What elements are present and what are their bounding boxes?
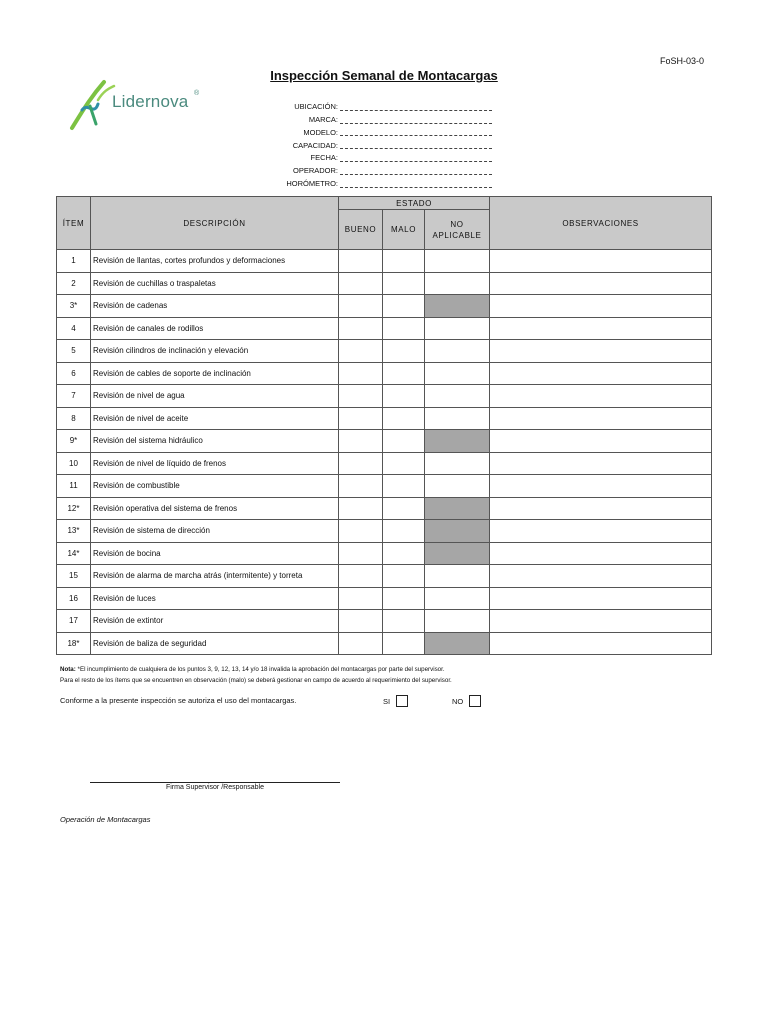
field-input-line[interactable] [340,166,492,175]
cell-no-aplicable[interactable] [425,407,490,430]
cell-observaciones[interactable] [490,272,712,295]
cell-no-aplicable[interactable] [425,497,490,520]
item-number: 4 [57,317,91,340]
field-label: MARCA: [308,115,338,125]
page-title: Inspección Semanal de Montacargas [270,68,498,83]
header-no-aplicable: NO APLICABLE [425,210,490,250]
cell-bueno[interactable] [339,362,383,385]
field-input-line[interactable] [340,115,492,124]
authorization-no [452,695,481,707]
cell-malo[interactable] [383,272,425,295]
item-number: 11 [57,475,91,498]
cell-bueno[interactable] [339,407,383,430]
cell-malo[interactable] [383,340,425,363]
cell-observaciones[interactable] [490,565,712,588]
cell-observaciones[interactable] [490,317,712,340]
cell-malo[interactable] [383,475,425,498]
table-row [57,317,712,340]
cell-no-aplicable[interactable] [425,250,490,273]
cell-no-aplicable[interactable] [425,317,490,340]
cell-malo[interactable] [383,407,425,430]
cell-observaciones[interactable] [490,340,712,363]
cell-no-aplicable[interactable] [425,542,490,565]
inspection-table [56,196,712,655]
cell-malo[interactable] [383,497,425,520]
cell-bueno[interactable] [339,520,383,543]
cell-bueno[interactable] [339,272,383,295]
table-row [57,272,712,295]
cell-no-aplicable[interactable] [425,610,490,633]
header-bueno: BUENO [339,210,383,250]
item-description: Revisión de nivel de agua [91,385,339,408]
table-row [57,430,712,453]
table-row [57,362,712,385]
cell-observaciones[interactable] [490,407,712,430]
cell-no-aplicable[interactable] [425,632,490,655]
cell-no-aplicable[interactable] [425,340,490,363]
cell-malo[interactable] [383,542,425,565]
logo-registered-mark: ® [194,90,200,97]
field-input-line[interactable] [340,140,492,149]
item-number: 2 [57,272,91,295]
field-capacidad [230,136,492,149]
cell-no-aplicable[interactable] [425,475,490,498]
item-number: 3* [57,295,91,318]
item-number: 16 [57,587,91,610]
header-estado: ESTADO [339,197,490,210]
table-row [57,632,712,655]
table-row [57,587,712,610]
table-row [57,565,712,588]
field-label: OPERADOR: [292,166,338,176]
header-descripcion: DESCRIPCIÓN [91,197,339,250]
item-description: Revisión operativa del sistema de frenos [91,497,339,520]
signature-label: Firma Supervisor /Responsable [165,784,265,791]
cell-observaciones[interactable] [490,542,712,565]
field-input-line[interactable] [340,179,492,188]
table-row [57,407,712,430]
item-number: 12* [57,497,91,520]
cell-malo[interactable] [383,632,425,655]
table-row [57,385,712,408]
item-number: 15 [57,565,91,588]
cell-malo[interactable] [383,295,425,318]
authorization-text: Conforme a la presente inspección se autoriza el uso del montacargas. [60,696,297,705]
cell-no-aplicable[interactable] [425,430,490,453]
item-description: Revisión de luces [91,587,339,610]
item-number: 9* [57,430,91,453]
cell-malo[interactable] [383,250,425,273]
item-description: Revisión del sistema hidráulico [91,430,339,453]
cell-no-aplicable[interactable] [425,272,490,295]
cell-bueno[interactable] [339,452,383,475]
logo-figure-icon [68,76,118,132]
cell-no-aplicable[interactable] [425,520,490,543]
field-label: UBICACIÓN: [294,102,338,112]
cell-no-aplicable[interactable] [425,452,490,475]
cell-malo[interactable] [383,317,425,340]
table-row [57,250,712,273]
table-row [57,520,712,543]
item-description: Revisión de canales de rodillos [91,317,339,340]
cell-bueno[interactable] [339,317,383,340]
cell-observaciones[interactable] [490,295,712,318]
no-label: NO [452,696,464,706]
item-number: 1 [57,250,91,273]
item-description: Revisión de alarma de marcha atrás (intermitente) y torreta [91,565,339,588]
cell-observaciones[interactable] [490,362,712,385]
note-label: Nota: [60,666,76,673]
field-ubicacion [230,98,492,111]
table-row [57,295,712,318]
cell-malo[interactable] [383,520,425,543]
cell-observaciones[interactable] [490,497,712,520]
table-row [57,452,712,475]
signature-line[interactable] [90,782,340,783]
cell-malo[interactable] [383,362,425,385]
cell-observaciones[interactable] [490,430,712,453]
form-code: FoSH-03-0 [660,56,705,66]
field-label: CAPACIDAD: [292,140,338,150]
cell-bueno[interactable] [339,295,383,318]
field-horometro [230,175,492,188]
cell-no-aplicable[interactable] [425,362,490,385]
item-number: 5 [57,340,91,363]
item-number: 6 [57,362,91,385]
item-number: 17 [57,610,91,633]
item-description: Revisión de cables de soporte de inclinación [91,362,339,385]
company-logo [68,76,204,132]
cell-observaciones[interactable] [490,610,712,633]
cell-observaciones[interactable] [490,250,712,273]
cell-malo[interactable] [383,565,425,588]
cell-observaciones[interactable] [490,475,712,498]
table-row [57,475,712,498]
item-description: Revisión de baliza de seguridad [91,632,339,655]
field-label: HORÓMETRO: [286,179,338,189]
cell-bueno[interactable] [339,542,383,565]
cell-bueno[interactable] [339,430,383,453]
header-malo: MALO [383,210,425,250]
cell-malo[interactable] [383,610,425,633]
item-description: Revisión cilindros de inclinación y elevación [91,340,339,363]
item-number: 18* [57,632,91,655]
field-input-line[interactable] [340,153,492,162]
header-item: ÍTEM [57,197,91,250]
cell-bueno[interactable] [339,475,383,498]
field-label: MODELO: [303,127,338,137]
field-modelo [230,124,492,137]
field-label: FECHA: [310,153,338,163]
note-line-2: Para el resto de los ítems que se encuentren en observación (malo) se deberá gestionar en campo de acuerdo al requerimiento del supervisor. [60,677,452,684]
cell-observaciones[interactable] [490,452,712,475]
cell-no-aplicable[interactable] [425,587,490,610]
item-number: 7 [57,385,91,408]
authorization-yes [383,695,408,707]
note-text [60,664,720,686]
field-input-line[interactable] [340,102,492,111]
item-number: 10 [57,452,91,475]
cell-bueno[interactable] [339,587,383,610]
cell-bueno[interactable] [339,385,383,408]
cell-bueno[interactable] [339,565,383,588]
item-description: Revisión de nivel de aceite [91,407,339,430]
footer-text: Operación de Montacargas [60,815,151,824]
item-description: Revisión de sistema de dirección [91,520,339,543]
cell-malo[interactable] [383,385,425,408]
cell-observaciones[interactable] [490,520,712,543]
cell-no-aplicable[interactable] [425,565,490,588]
item-description: Revisión de combustible [91,475,339,498]
table-row [57,542,712,565]
yes-checkbox[interactable] [396,695,408,707]
field-marca [230,111,492,124]
yes-label: SI [383,696,391,706]
cell-no-aplicable[interactable] [425,385,490,408]
field-input-line[interactable] [340,127,492,136]
item-description: Revisión de cadenas [91,295,339,318]
cell-malo[interactable] [383,430,425,453]
item-number: 13* [57,520,91,543]
field-fecha [230,149,492,162]
cell-malo[interactable] [383,452,425,475]
cell-bueno[interactable] [339,340,383,363]
cell-bueno[interactable] [339,610,383,633]
table-row [57,610,712,633]
cell-no-aplicable[interactable] [425,295,490,318]
no-checkbox[interactable] [469,695,481,707]
logo-text: Lidernova [112,92,189,111]
header-fields [230,98,492,188]
item-number: 8 [57,407,91,430]
cell-bueno[interactable] [339,250,383,273]
item-description: Revisión de bocina [91,542,339,565]
table-row [57,340,712,363]
field-operador [230,162,492,175]
cell-malo[interactable] [383,587,425,610]
cell-bueno[interactable] [339,497,383,520]
cell-observaciones[interactable] [490,385,712,408]
item-description: Revisión de nivel de líquido de frenos [91,452,339,475]
header-observaciones: OBSERVACIONES [490,197,712,250]
table-row [57,497,712,520]
cell-observaciones[interactable] [490,632,712,655]
cell-bueno[interactable] [339,632,383,655]
item-description: Revisión de cuchillas o traspaletas [91,272,339,295]
item-description: Revisión de llantas, cortes profundos y deformaciones [91,250,339,273]
item-description: Revisión de extintor [91,610,339,633]
item-number: 14* [57,542,91,565]
cell-observaciones[interactable] [490,587,712,610]
note-line-1: *El incumplimiento de cualquiera de los puntos 3, 9, 12, 13, 14 y/o 18 invalida la aprobación del montacargas por parte del supervisor. [75,666,445,673]
